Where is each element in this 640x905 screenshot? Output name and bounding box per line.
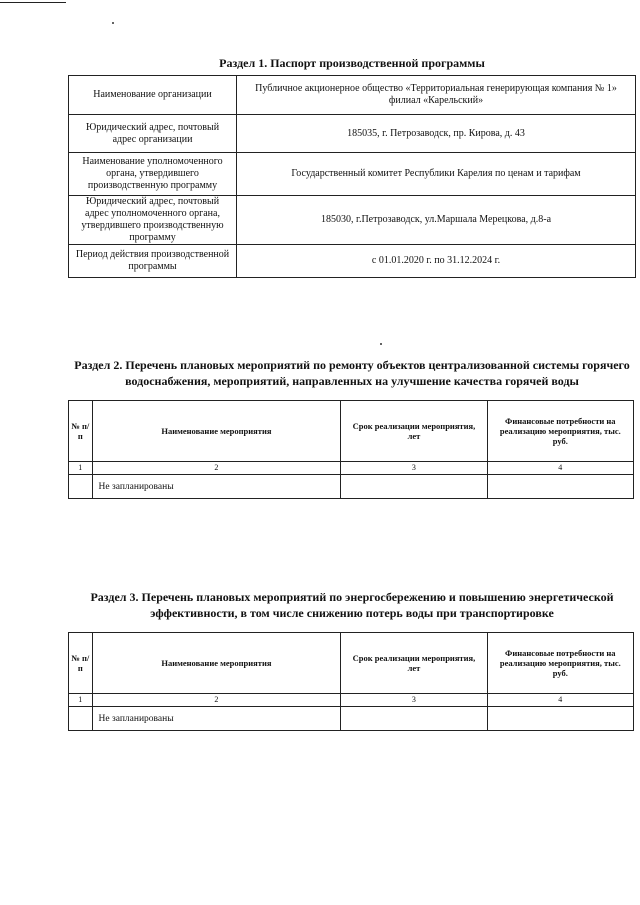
- header-activity: Наименование мероприятия: [92, 633, 341, 694]
- scan-speck: [380, 343, 382, 345]
- table-header-row: [69, 633, 634, 694]
- header-finance: Финансовые потребности на реализацию мероприятия, тыс. руб.: [487, 401, 633, 462]
- passport-label: Период действия производственной программы: [69, 245, 237, 278]
- column-number: 1: [69, 462, 93, 475]
- column-number: 3: [341, 462, 487, 475]
- section2-title: Раздел 2. Перечень плановых мероприятий по ремонту объектов централизованной системы горячего водоснабжения, мероприятий, направленных на улучшение качества горячей воды: [74, 358, 630, 388]
- header-activity: Наименование мероприятия: [92, 401, 341, 462]
- table-row: [69, 475, 634, 499]
- table-row: [69, 245, 636, 278]
- column-number: 3: [341, 694, 487, 707]
- table-row: [69, 707, 634, 731]
- passport-table: [68, 75, 636, 278]
- table-cell: [341, 707, 487, 731]
- column-number: 2: [92, 694, 341, 707]
- header-finance: Финансовые потребности на реализацию мероприятия, тыс. руб.: [487, 633, 633, 694]
- passport-value: 185030, г.Петрозаводск, ул.Маршала Мерецкова, д.8-а: [237, 196, 636, 245]
- section1-title: Раздел 1. Паспорт производственной программы: [219, 56, 485, 70]
- section3-title: Раздел 3. Перечень плановых мероприятий по энергосбережению и повышению энергетической эффективности, в том числе снижению потерь воды при транспортировке: [90, 590, 614, 620]
- passport-value: Государственный комитет Республики Карелия по ценам и тарифам: [237, 153, 636, 196]
- column-number: 1: [69, 694, 93, 707]
- table-cell: [69, 475, 93, 499]
- section3-table: [68, 632, 634, 731]
- passport-label: Юридический адрес, почтовый адрес организации: [69, 115, 237, 153]
- table-row: [69, 115, 636, 153]
- column-number: 4: [487, 694, 633, 707]
- table-header-row: [69, 401, 634, 462]
- table-number-row: [69, 462, 634, 475]
- header-term: Срок реализации мероприятия, лет: [341, 633, 487, 694]
- header-number: № п/п: [69, 633, 93, 694]
- table-cell: [69, 707, 93, 731]
- column-number: 4: [487, 462, 633, 475]
- scan-corner-line: [0, 2, 66, 3]
- header-number: № п/п: [69, 401, 93, 462]
- header-term: Срок реализации мероприятия, лет: [341, 401, 487, 462]
- passport-label: Наименование уполномоченного органа, утвердившего производственную программу: [69, 153, 237, 196]
- empty-text: Не запланированы: [92, 707, 341, 731]
- scan-speck: [112, 22, 114, 24]
- table-cell: [487, 475, 633, 499]
- passport-value: Публичное акционерное общество «Территориальная генерирующая компания № 1» филиал «Карельский»: [237, 76, 636, 115]
- empty-text: Не запланированы: [92, 475, 341, 499]
- passport-value: 185035, г. Петрозаводск, пр. Кирова, д. 43: [237, 115, 636, 153]
- section2-table: [68, 400, 634, 499]
- passport-label: Юридический адрес, почтовый адрес уполномоченного органа, утвердившего производственную программу: [69, 196, 237, 245]
- table-cell: [487, 707, 633, 731]
- table-row: [69, 76, 636, 115]
- table-row: [69, 196, 636, 245]
- passport-value: с 01.01.2020 г. по 31.12.2024 г.: [237, 245, 636, 278]
- passport-label: Наименование организации: [69, 76, 237, 115]
- table-number-row: [69, 694, 634, 707]
- table-cell: [341, 475, 487, 499]
- table-row: [69, 153, 636, 196]
- column-number: 2: [92, 462, 341, 475]
